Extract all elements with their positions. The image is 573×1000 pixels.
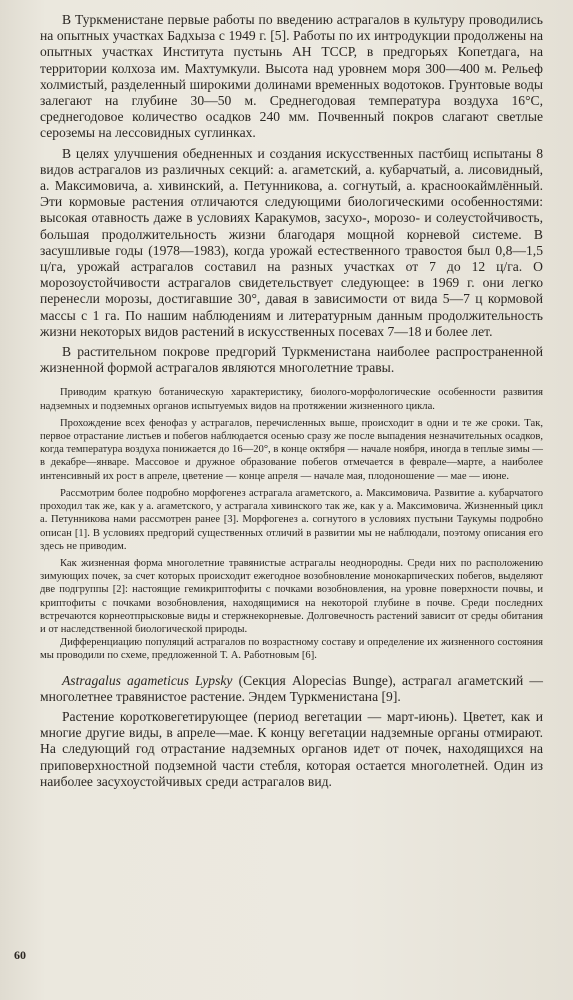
small-paragraph-morphogenesis: Рассмотрим более подробно морфогенез астрагала агаметского, а. Максимовича. Развитие а. кубарчатого проходил так же, как у а. агаметского, у астрагала хивинского так же, как у а. Максимовича. Жизненный цикл а. Петунникова нами рассмотрен ранее [3]. Морфогенез а. согнутого в условиях пустыни Таукумы подробно описан [1]. В условиях предгорий существенных отличий в развитии мы не наблюдали, поэтому описания его здесь не приводим. [40, 487, 543, 552]
page-number: 60 [14, 948, 26, 962]
species-latin-name: Astragalus agameticus Lypsky [62, 672, 233, 688]
small-paragraph-life-form: Как жизненная форма многолетние травянистые астрагалы неоднородны. Среди них по расположению зимующих почек, за счет которых происходит ежегодное возобновление монокарпических побегов, выделяют две подгруппы [2]: настоящие гемикриптофиты с почками возобновления, на уровне поверхности почвы, и криптофиты с почками возобновления, находящимися на некоторой глубине в почве. Среди последних встречаются корнеотпрысковые виды и стержнекорневые. Долговечность растений зависит от среды обитания и от наследственной биологической природы. [40, 557, 543, 635]
small-paragraph-characteristic: Приводим краткую ботаническую характеристику, биолого-морфологические особенности развития надземных и подземных органов испытуемых видов на протяжении жизненного цикла. [40, 387, 543, 412]
intro-paragraph: В Туркменистане первые работы по введению астрагалов в культуру проводились на опытных участках Бадхыза с 1949 г. [5]. Работы по их интродукции продолжены на опытных участках Института пустынь АН ТССР, в предгорьях Копетдага, на территории колхоза им. Махтумкули. Высота над уровнем моря 300—400 м. Рельеф холмистый, разделенный широкими долинами временных водотоков. Грунтовые воды залегают на глубине 30—50 м. Среднегодовая температура воздуха 16°C, среднегодовое количество осадков 240 мм. Почвенный покров слагают светлые сероземы на лессовидных суглинках. [40, 12, 543, 141]
pasture-paragraph: В целях улучшения обедненных и создания искусственных пастбищ испытаны 8 видов астрагалов из различных секций: а. агаметский, а. кубарчатый, а. лисовидный, а. Максимовича, а. хивинский, а. Петунникова, а. согнутый, а. красноокаймлённый. Эти кормовые растения отличаются следующими биологическими особенностями: высокая отавность даже в условиях Каракумов, засухо-, морозо- и солеустойчивость, большая продолжительность жизни благодаря мощной корневой системе. В засушливые годы (1978—1983), когда урожай естественного травостоя был 0,8—1,5 ц/га, урожай астрагалов составил на разных участках от 7 до 12 ц/га. О морозоустойчивости астрагалов свидетельствует следующее: в 1969 г. они легко перенесли морозы, достигавшие 30°, давая в зависимости от вида 5—7 ц кормовой массы с 1 га. По нашим наблюдениям и литературным данным продолжительность жизни некоторых видов растений в искусственных посевах 7—18 и более лет. [40, 145, 543, 339]
species-paragraph [40, 673, 543, 705]
small-paragraph-phenophases: Прохождение всех фенофаз у астрагалов, перечисленных выше, происходит в одни и те же сроки. Так, первое отрастание листьев и побегов наблюдается осенью сразу же после выпадения незначительных осадков, когда температура воздуха понижается до 16—20°, в конце октября — начале ноября, иногда в теплые зимы — в декабре—январе. Массовое и дружное образование побегов отмечается в феврале—марте, а наиболее интенсивный их рост в апреле, цветение — конце апреля — начале мая, плодоношение — мае — июне. [40, 417, 543, 482]
species-description: (Секция Alopecias Bunge), астрагал агаметский — многолетнее травянистое растение. Эндем Туркменистана [9]. [40, 672, 543, 704]
vegetation-paragraph: Растение коротковегетирующее (период вегетации — март-июнь). Цветет, как и многие другие виды, в апреле—мае. К концу вегетации надземные органы отмирают. На следующий год отрастание надземных органов идет от почек, находящихся на приповерхностной подземной части стебля, которая остается многолетней. Один из наиболее засухоустойчивых среди астрагалов вид. [40, 708, 543, 789]
life-form-paragraph: В растительном покрове предгорий Туркменистана наиболее распространенной жизненной формой астрагалов являются многолетние травы. [40, 344, 543, 376]
small-paragraph-differentiation: Дифференциацию популяций астрагалов по возрастному составу и определение их жизненного состояния мы проводили по схеме, предложенной Т. А. Работновым [6]. [40, 637, 543, 662]
